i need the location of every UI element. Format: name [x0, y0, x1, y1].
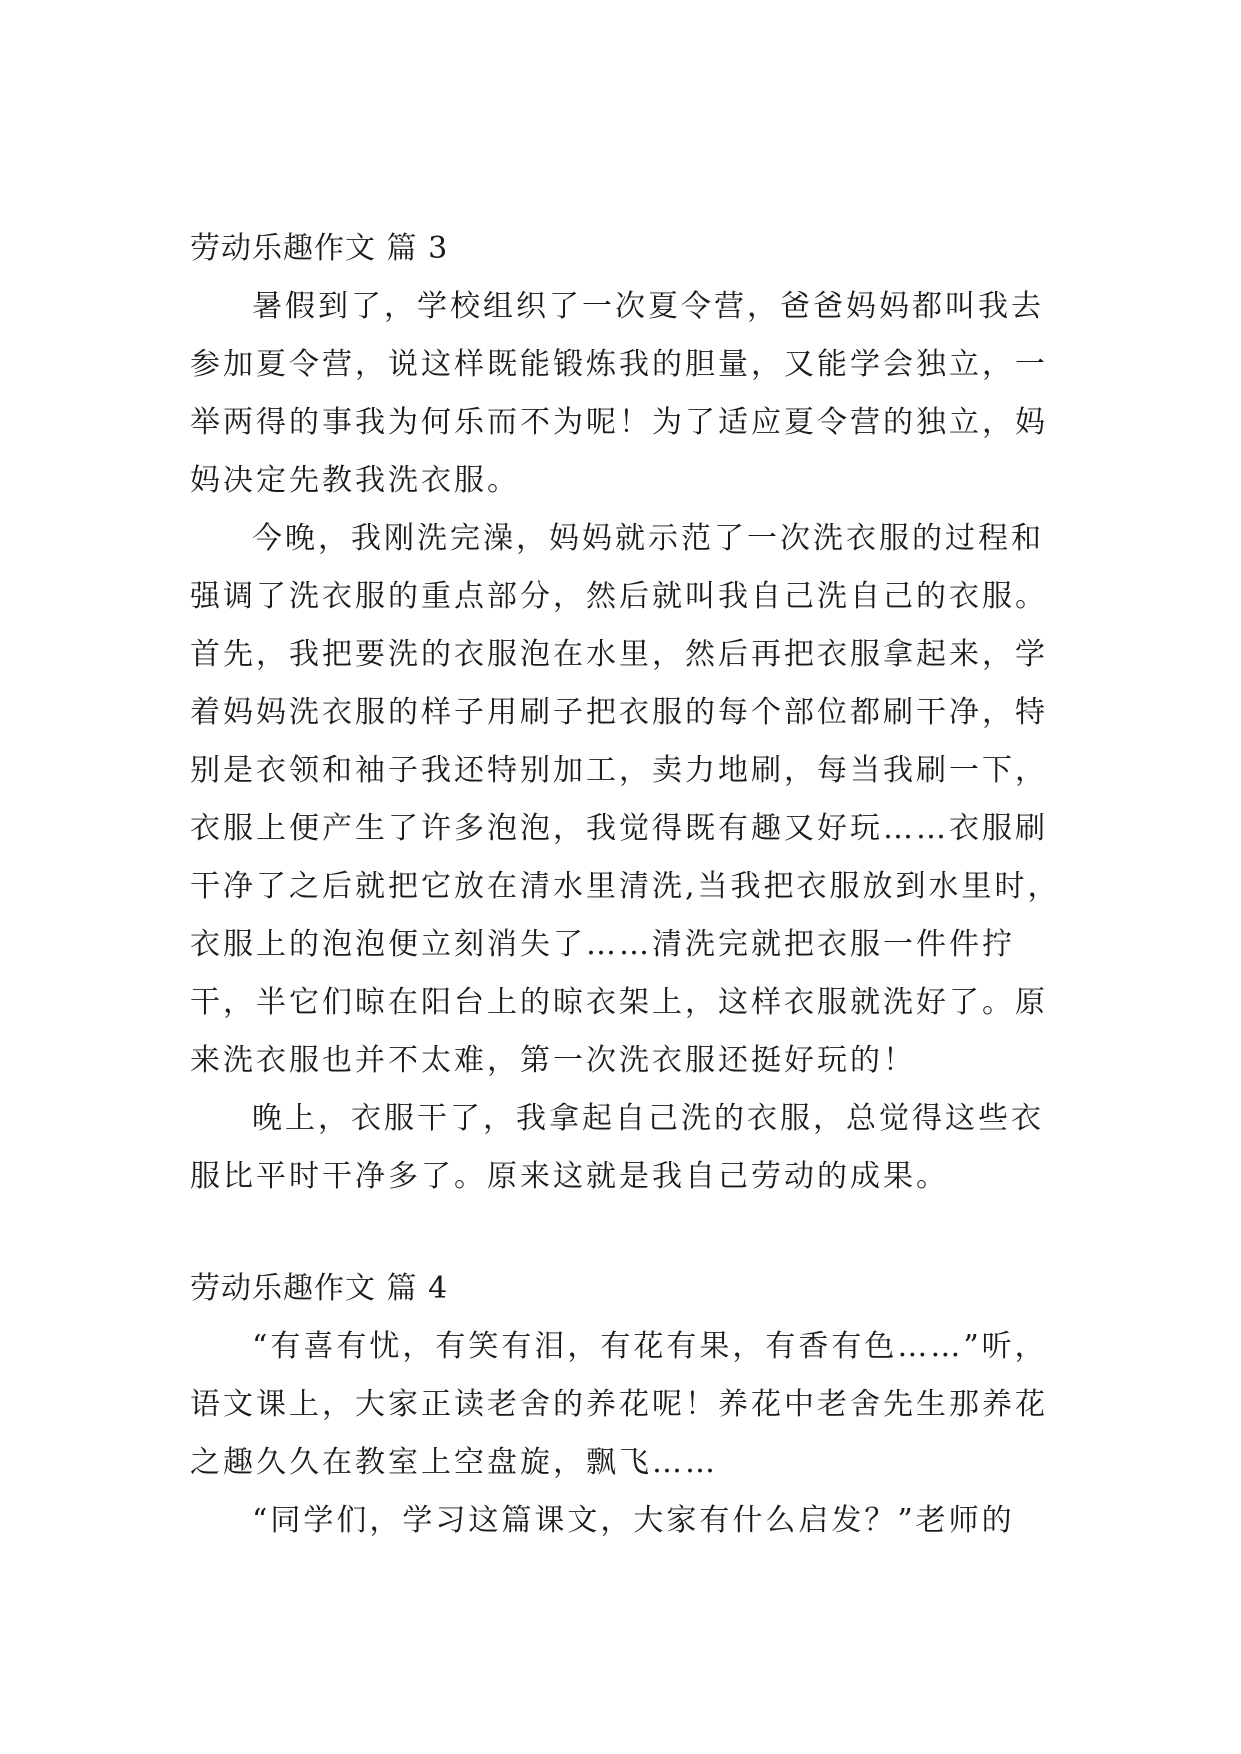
paragraph-line: 干净了之后就把它放在清水里清洗,当我把衣服放到水里时，	[190, 869, 1061, 904]
paragraph-line: 来洗衣服也并不太难，第一次洗衣服还挺好玩的！	[190, 1043, 916, 1078]
paragraph-line: 妈决定先教我洗衣服。	[190, 463, 520, 498]
paragraph-line: 强调了洗衣服的重点部分，然后就叫我自己洗自己的衣服。	[190, 579, 1048, 614]
paragraph-line: 衣服上的泡泡便立刻消失了……清洗完就把衣服一件件拧	[190, 927, 1015, 962]
essay-section-3	[190, 220, 1061, 1206]
paragraph-line: 参加夏令营，说这样既能锻炼我的胆量，又能学会独立，一	[190, 347, 1048, 382]
paragraph-line: 之趣久久在教室上空盘旋，飘飞……	[190, 1445, 718, 1480]
paragraph-line: “有喜有忧，有笑有泪，有花有果，有香有色……”听，	[252, 1329, 1048, 1364]
paragraph-line: 首先，我把要洗的衣服泡在水里，然后再把衣服拿起来，学	[190, 637, 1048, 672]
paragraph-line: 干，半它们晾在阳台上的晾衣架上，这样衣服就洗好了。原	[190, 985, 1048, 1020]
paragraph-line: “同学们，学习这篇课文，大家有什么启发？”老师的	[252, 1503, 1015, 1538]
essay-title: 劳动乐趣作文 篇 4	[190, 1271, 449, 1306]
paragraph-line: 别是衣领和袖子我还特别加工，卖力地刷，每当我刷一下，	[190, 753, 1048, 788]
paragraph-line: 衣服上便产生了许多泡泡，我觉得既有趣又好玩……衣服刷	[190, 811, 1048, 846]
essay-section-4	[190, 1260, 1050, 1550]
paragraph-line: 晚上，衣服干了，我拿起自己洗的衣服，总觉得这些衣	[252, 1101, 1044, 1136]
paragraph-line: 举两得的事我为何乐而不为呢！为了适应夏令营的独立，妈	[190, 405, 1048, 440]
paragraph-line: 服比平时干净多了。原来这就是我自己劳动的成果。	[190, 1159, 949, 1194]
paragraph-line: 暑假到了，学校组织了一次夏令营，爸爸妈妈都叫我去	[252, 289, 1044, 324]
paragraph-line: 今晚，我刚洗完澡，妈妈就示范了一次洗衣服的过程和	[252, 521, 1044, 556]
essay-title: 劳动乐趣作文 篇 3	[190, 231, 449, 266]
paragraph-line: 语文课上，大家正读老舍的养花呢！养花中老舍先生那养花	[190, 1387, 1048, 1422]
paragraph-line: 着妈妈洗衣服的样子用刷子把衣服的每个部位都刷干净，特	[190, 695, 1048, 730]
